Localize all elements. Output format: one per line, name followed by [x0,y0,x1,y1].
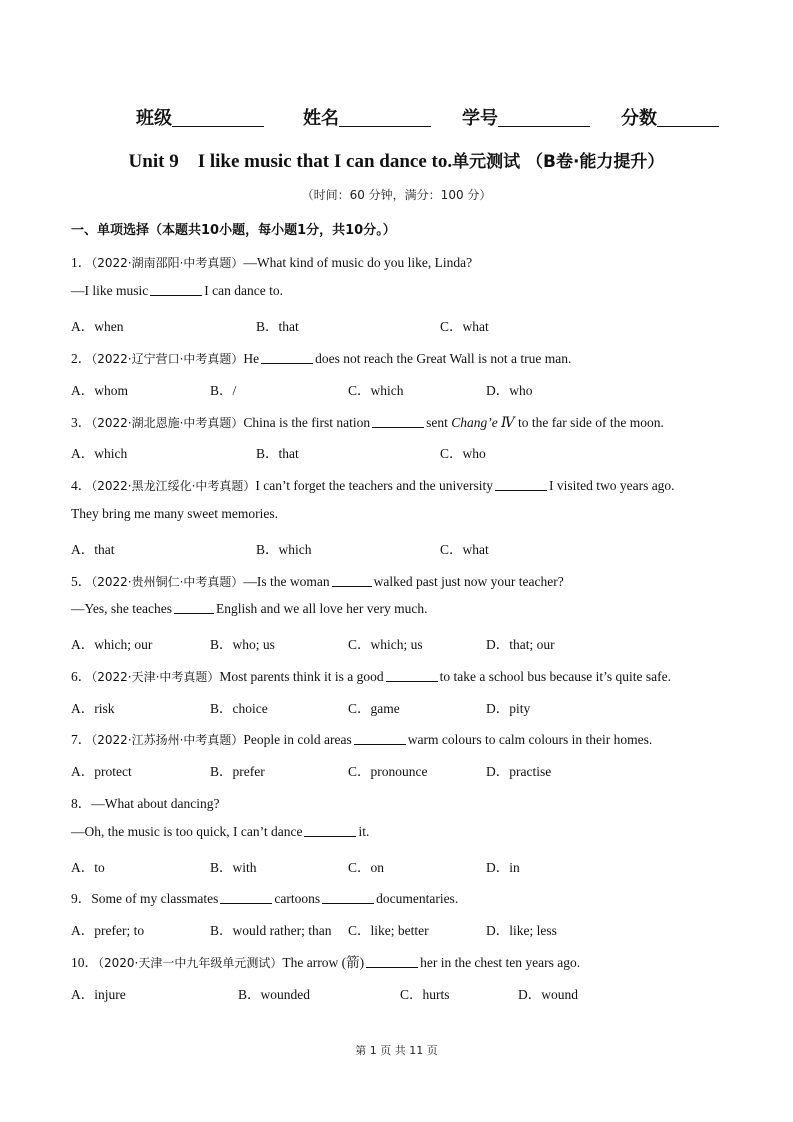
option-d[interactable]: D．wound [518,987,578,1002]
class-blank[interactable] [172,106,264,127]
question-text: warm colours to calm colours in their homes. [407,732,653,747]
answer-blank[interactable] [322,891,374,904]
option-a[interactable]: A．to [71,860,105,875]
question-text: He [243,351,260,366]
question-number: 4． [71,478,92,493]
option-a[interactable]: A．when [71,319,124,334]
option-b[interactable]: B．that [256,446,299,461]
question-3 [71,411,664,431]
page-title [0,146,793,173]
option-c[interactable]: C．what [440,542,489,557]
question-6 [71,665,671,685]
option-d[interactable]: D．practise [486,764,552,779]
class-field [136,104,264,130]
question-2 [71,347,571,367]
student-id-blank[interactable] [498,106,590,127]
question-text: it. [358,824,370,839]
question-7 [71,728,652,748]
name-blank[interactable] [339,106,431,127]
question-text: cartoons [274,891,321,906]
question-9 [71,887,458,907]
option-d[interactable]: D．pity [486,701,531,716]
question-8-line-2 [71,824,369,840]
score-label: 分数 [621,108,657,129]
option-b[interactable]: B．wounded [238,987,310,1002]
option-a[interactable]: A．protect [71,764,132,779]
question-number: 3． [71,415,92,430]
option-d[interactable]: D．who [486,383,533,398]
option-c[interactable]: C．which; us [348,637,423,652]
student-id-field [462,104,590,130]
option-a[interactable]: A．prefer; to [71,923,145,938]
question-text: —What kind of music do you like, Linda? [243,255,473,270]
question-text: —Oh, the music is too quick, I can’t dance [71,824,303,839]
option-c[interactable]: C．who [440,446,486,461]
question-10 [71,951,580,971]
question-source: （2022·贵州铜仁·中考真题） [91,575,244,589]
option-c[interactable]: C．like; better [348,923,429,938]
option-b[interactable]: B．/ [210,383,237,398]
question-text: sent [426,415,448,430]
question-text: does not reach the Great Wall is not a true man. [315,351,572,366]
answer-blank[interactable] [354,732,406,745]
answer-blank[interactable] [150,283,202,296]
option-c[interactable]: C．what [440,319,489,334]
question-number: 9． [71,891,92,906]
question-source: （2022·湖北恩施·中考真题） [91,416,244,430]
option-a[interactable]: A．risk [71,701,115,716]
option-a[interactable]: A．whom [71,383,128,398]
option-c[interactable]: C．which [348,383,404,398]
exam-time-info: （时间：60 分钟，满分：100 分） [301,188,492,202]
option-c[interactable]: C．game [348,701,400,716]
question-source: （2022·黑龙江绥化·中考真题） [91,479,256,493]
question-text-italic: Chang’e Ⅳ [451,415,515,430]
question-source: （2022·湖南邵阳·中考真题） [91,256,244,270]
question-text: —I like music [71,283,149,298]
title-chinese: 单元测试 （B卷·能力提升） [452,152,665,172]
question-source: （2022·辽宁营口·中考真题） [91,352,244,366]
question-text: —Is the woman [243,574,330,589]
question-number: 10． [71,955,98,970]
question-5-line-2 [71,601,427,617]
question-text: People in cold areas [243,732,352,747]
option-d[interactable]: D．that; our [486,637,555,652]
question-text: China is the first nation [243,415,371,430]
answer-blank[interactable] [332,574,372,587]
name-label: 姓名 [303,108,339,129]
answer-blank[interactable] [495,478,547,491]
option-b[interactable]: B．would rather; than [210,923,332,938]
answer-blank[interactable] [386,669,438,682]
question-text: They bring me many sweet memories. [71,506,278,521]
question-number: 8． [71,796,92,811]
student-id-label: 学号 [462,108,498,129]
question-1 [71,251,472,271]
question-text: English and we all love her very much. [216,601,428,616]
option-b[interactable]: B．choice [210,701,268,716]
option-a[interactable]: A．which [71,446,128,461]
answer-blank[interactable] [304,824,356,837]
name-field [303,104,431,130]
question-8 [71,792,219,812]
option-b[interactable]: B．prefer [210,764,265,779]
student-info-row [0,104,793,132]
question-text: walked past just now your teacher? [373,574,564,589]
option-a[interactable]: A．injure [71,987,126,1002]
option-b[interactable]: B．that [256,319,299,334]
option-a[interactable]: A．that [71,542,115,557]
answer-blank[interactable] [261,351,313,364]
option-c[interactable]: C．pronounce [348,764,428,779]
question-number: 5． [71,574,92,589]
title-english: Unit 9 I like music that I can dance to. [128,151,453,172]
question-5 [71,570,564,590]
question-text: —Yes, she teaches [71,601,172,616]
question-text: to the far side of the moon. [518,415,664,430]
answer-blank[interactable] [372,415,424,428]
question-number: 2． [71,351,92,366]
answer-blank[interactable] [366,955,418,968]
question-number: 7． [71,732,92,747]
question-text: The arrow (箭) [282,955,365,970]
question-4-line-2 [71,506,278,522]
option-b[interactable]: B．who; us [210,637,275,652]
option-d[interactable]: D．in [486,860,520,875]
option-d[interactable]: D．like; less [486,923,557,938]
question-source: （2020·天津一中九年级单元测试） [98,956,283,970]
question-4 [71,474,675,494]
question-text: I can dance to. [204,283,283,298]
question-text: —What about dancing? [91,796,220,811]
option-c[interactable]: C．hurts [400,987,450,1002]
option-b[interactable]: B．which [256,542,312,557]
question-1-line-2 [71,283,283,299]
class-label: 班级 [136,108,172,129]
option-c[interactable]: C．on [348,860,385,875]
question-text: documentaries. [376,891,459,906]
page-footer: 第 1 页 共 11 页 [355,1044,438,1057]
score-field [621,104,719,130]
question-source: （2022·江苏扬州·中考真题） [91,733,244,747]
question-text: to take a school bus because it’s quite safe. [439,669,671,684]
question-text: I visited two years ago. [548,478,675,493]
answer-blank[interactable] [174,601,214,614]
option-a[interactable]: A．which; our [71,637,153,652]
question-text: Most parents think it is a good [219,669,384,684]
question-text: her in the chest ten years ago. [420,955,581,970]
question-number: 1． [71,255,92,270]
option-b[interactable]: B．with [210,860,257,875]
answer-blank[interactable] [220,891,272,904]
question-source: （2022·天津·中考真题） [91,670,220,684]
score-blank[interactable] [657,106,719,127]
question-number: 6． [71,669,92,684]
question-text: I can’t forget the teachers and the university [255,478,493,493]
section-heading: 一、单项选择（本题共10小题，每小题1分，共10分。） [71,223,396,238]
question-text: Some of my classmates [91,891,219,906]
